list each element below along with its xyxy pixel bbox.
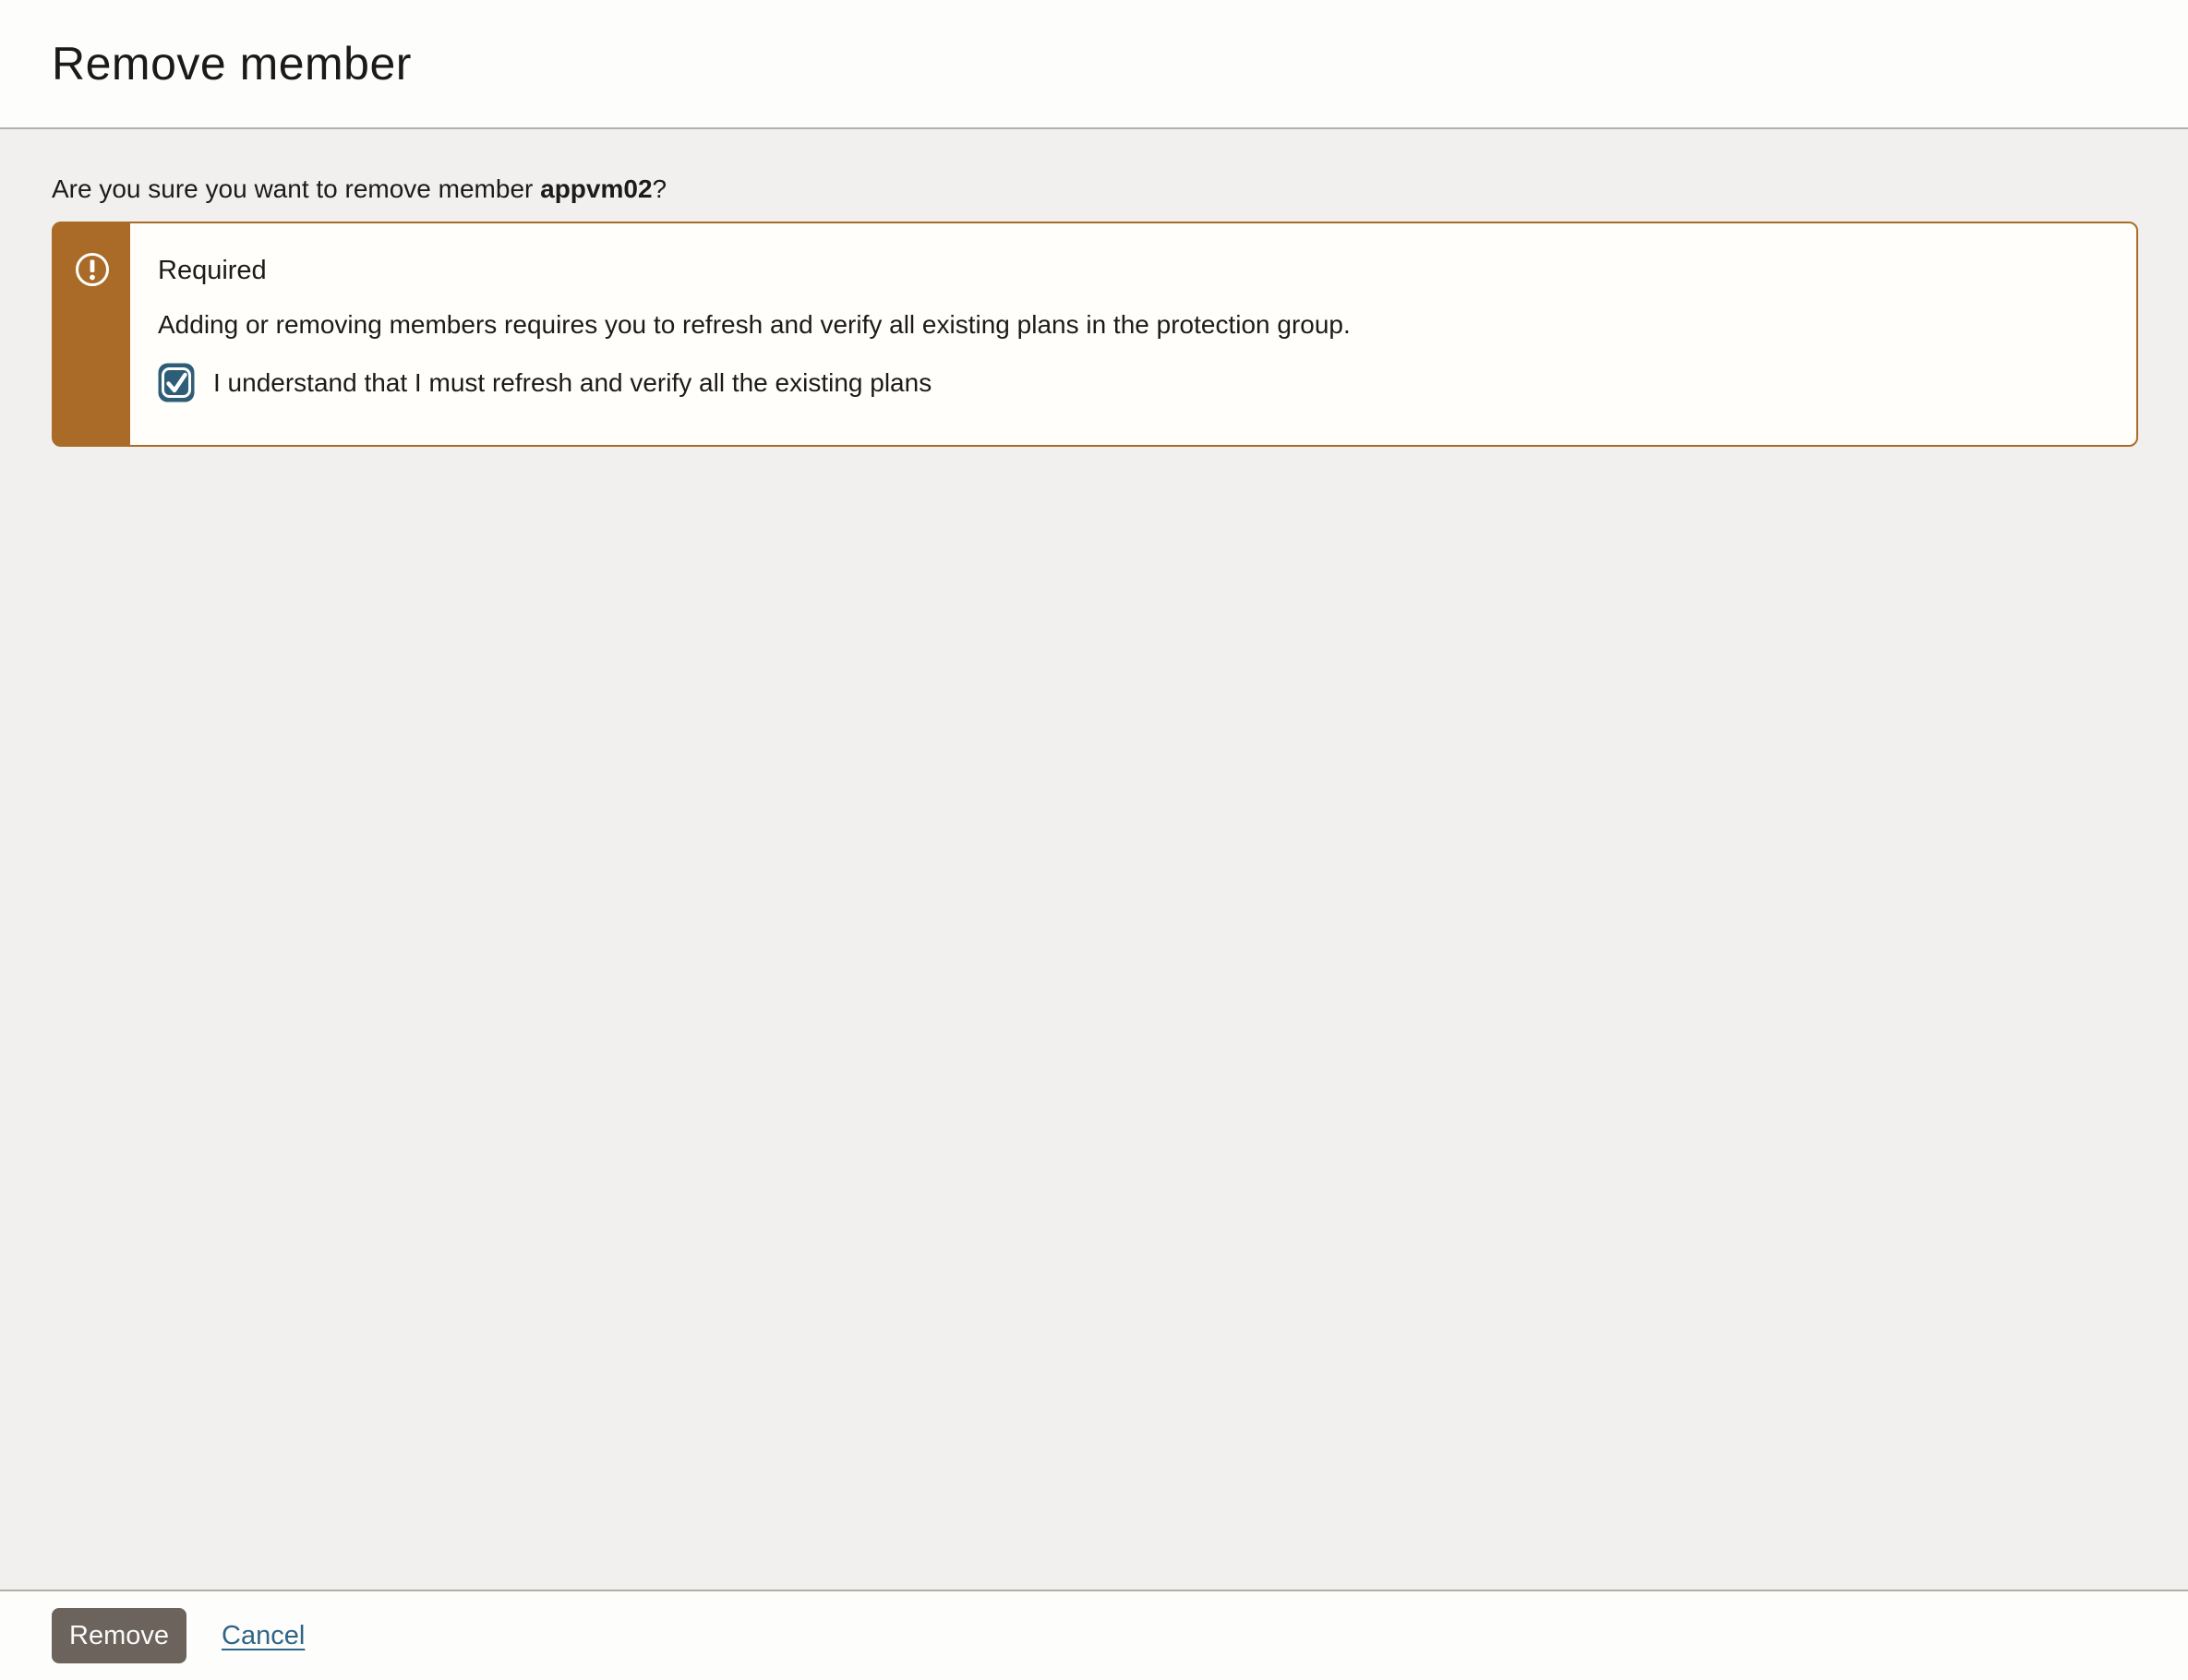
page-title: Remove member bbox=[52, 38, 412, 90]
warning-content bbox=[130, 223, 1388, 445]
warning-accent-stripe bbox=[54, 223, 130, 445]
confirm-checkbox-row[interactable] bbox=[158, 363, 1351, 402]
warning-title: Required bbox=[158, 256, 267, 285]
confirm-checkbox-label[interactable]: I understand that I must refresh and verify all the existing plans bbox=[213, 367, 932, 397]
dialog-footer bbox=[0, 1590, 2188, 1680]
remove-button[interactable]: Remove bbox=[52, 1608, 186, 1663]
confirm-checkbox[interactable] bbox=[158, 363, 213, 402]
question-suffix: ? bbox=[652, 174, 667, 203]
confirmation-question bbox=[52, 174, 2136, 205]
alert-circle-icon bbox=[75, 252, 110, 445]
warning-message: Adding or removing members requires you to refresh and verify all existing plans in the protection group. bbox=[158, 310, 1351, 339]
member-name: appvm02 bbox=[540, 174, 653, 203]
question-prefix: Are you sure you want to remove member bbox=[52, 174, 541, 203]
dialog-body bbox=[0, 129, 2188, 1590]
cancel-link[interactable]: Cancel bbox=[222, 1620, 306, 1650]
required-warning-box bbox=[52, 222, 2138, 447]
checkmark-icon bbox=[158, 363, 195, 402]
dialog-header bbox=[0, 0, 2188, 129]
